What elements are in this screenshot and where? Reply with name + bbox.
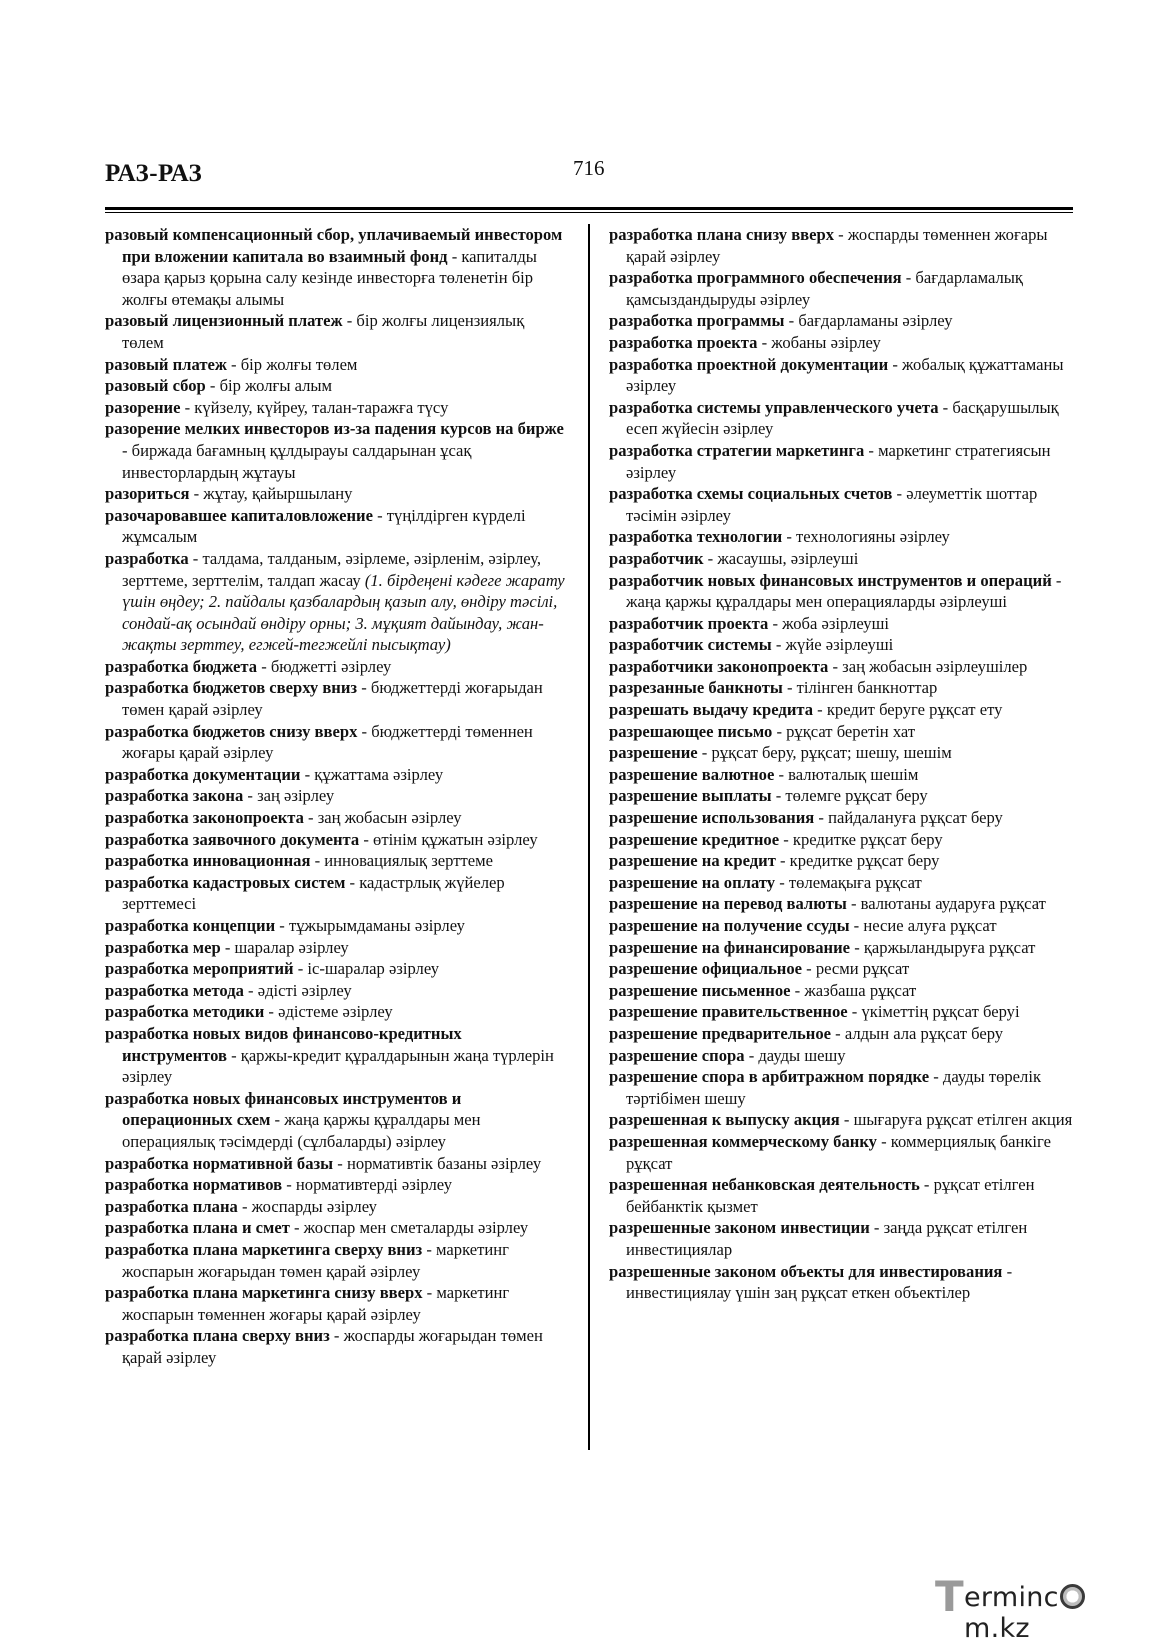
entry-definition: - технологияны әзірлеу (782, 527, 950, 547)
dictionary-entry (609, 656, 1073, 678)
entry-definition: - бюджетті әзірлеу (257, 656, 392, 676)
logo-text-right: m.kz (964, 1613, 1030, 1644)
right-column (609, 224, 1073, 1304)
entry-definition: - жоспарды әзірлеу (237, 1196, 377, 1216)
entry-term: разработка проекта (609, 332, 758, 352)
dictionary-entry (105, 1001, 568, 1023)
entry-definition: - тұжырымдаманы әзірлеу (275, 916, 465, 935)
entry-definition: - заң жобасын әзірлеушілер (828, 656, 1028, 676)
entry-term: разработка плана и смет (105, 1218, 290, 1238)
dictionary-entry (609, 721, 1073, 743)
dictionary-entry (609, 548, 1073, 570)
entry-term: разовый платеж (105, 354, 227, 374)
dictionary-entry (105, 656, 568, 678)
dictionary-entry (609, 872, 1073, 894)
entry-term: разработка бюджетов снизу вверх (105, 721, 358, 741)
dictionary-entry (609, 1174, 1073, 1217)
entry-term: разрешение кредитное (609, 829, 780, 849)
page-header (105, 156, 1073, 200)
entry-definition: - жаңа қаржы құралдары мен операцияларды әзірлеуші (626, 570, 1062, 612)
dictionary-entry (609, 634, 1073, 656)
entry-term: разработка бюджетов сверху вниз (105, 678, 358, 698)
running-head: РАЗ-РАЗ (105, 160, 203, 187)
entry-definition: - ресми рұқсат (802, 959, 910, 979)
entry-definition: - капиталды өзара қарыз қорына салу кезінде инвесторға төленетін бір жолғы өтемақы алымы (122, 246, 537, 309)
dictionary-entry (609, 742, 1073, 764)
entry-definition: - төлемге рұқсат беру (771, 786, 928, 806)
entry-term: разрешение на финансирование (609, 937, 851, 957)
entry-definition: - шаралар әзірлеу (220, 937, 349, 957)
dictionary-entry (105, 1174, 568, 1196)
dictionary-entry (105, 677, 568, 720)
entry-term: разработка схемы социальных счетов (609, 484, 893, 504)
entry-definition: - бағдарламаны әзірлеу (784, 311, 953, 331)
dictionary-entry (609, 613, 1073, 635)
termincom-logo (935, 1572, 1145, 1644)
dictionary-entry (609, 699, 1073, 721)
entry-definition: - рұқсат беретін хат (772, 721, 916, 741)
entry-term: разработка проектной документации (609, 354, 889, 374)
entry-definition: - басқарушылық есеп жүйесін әзірлеу (626, 397, 1059, 439)
entry-definition: - кредит беруге рұқсат ету (813, 700, 1003, 720)
entry-term: разработчик проекта (609, 613, 769, 633)
left-column (105, 224, 568, 1368)
entry-definition: - күйзелу, күйреу, талан-таражға түсу (180, 397, 449, 417)
dictionary-entry (609, 1045, 1073, 1067)
entry-definition: - өтінім құжатын әзірлеу (359, 829, 538, 849)
dictionary-entry (105, 224, 568, 310)
entry-term: разрешение предварительное (609, 1023, 831, 1043)
entry-term: разовый лицензионный платеж (105, 311, 343, 331)
dictionary-entry (609, 958, 1073, 980)
entry-term: разработка бюджета (105, 656, 258, 676)
logo-text-left: erminc (964, 1582, 1059, 1613)
dictionary-entry (609, 224, 1073, 267)
dictionary-entry (105, 1196, 568, 1218)
entry-definition: - заңда рұқсат етілген инвестициялар (626, 1218, 1028, 1259)
dictionary-entry (609, 526, 1073, 548)
dictionary-entry (609, 310, 1073, 332)
entry-term: разовый компенсационный сбор, уплачиваемый инвестором при вложении капитала во взаимный фонд (105, 225, 563, 266)
entry-term: разрешение спора в арбитражном порядке (609, 1067, 930, 1087)
entry-definition: - бюджеттерді төменнен жоғары қарай әзірлеу (122, 721, 533, 763)
entry-term: разработка методики (105, 1002, 265, 1022)
entry-definition: - қаржы-кредит құралдарынын жаңа түрлерін әзірлеу (122, 1045, 554, 1087)
entry-term: разработка технологии (609, 527, 783, 547)
entry-definition: - кадастрлық жүйелер зерттемесі (122, 872, 505, 914)
dictionary-entry (609, 1217, 1073, 1260)
entry-term: разрешенная к выпуску акция (609, 1110, 840, 1130)
entry-definition: - жоба әзірлеуші (768, 613, 889, 633)
entry-definition: - әлеуметтік шоттар тәсімін әзірлеу (626, 484, 1038, 525)
entry-term: разрешение правительственное (609, 1002, 848, 1022)
entry-term: разрешенная небанковская деятельность (609, 1175, 920, 1195)
entry-definition: - жазбаша рұқсат (790, 980, 917, 1000)
dictionary-entry (609, 354, 1073, 397)
entry-term: разработка программного обеспечения (609, 268, 902, 288)
entry-term: разработка плана (105, 1196, 238, 1216)
dictionary-entry (609, 397, 1073, 440)
entry-term: разработка новых видов финансово-кредитных инструментов (105, 1023, 462, 1065)
entry-term: разработка кадастровых систем (105, 872, 346, 892)
entry-term: разработка мероприятий (105, 959, 294, 979)
entry-term: разработка инновационная (105, 851, 311, 871)
entry-definition: - жоспарды төменнен жоғары қарай әзірлеу (626, 225, 1048, 266)
entry-term: разработка концепции (105, 916, 276, 935)
entry-term: разрешенные законом объекты для инвестирования (609, 1261, 1003, 1281)
entry-term: разрешенная коммерческому банку (609, 1131, 877, 1151)
dictionary-entry (105, 721, 568, 764)
dictionary-entry (105, 1325, 568, 1368)
entry-definition: - жасаушы, әзірлеуші (703, 548, 859, 568)
entry-term: разрешение на оплату (609, 872, 776, 892)
dictionary-entry (609, 1023, 1073, 1045)
entry-term: разработка программы (609, 311, 785, 331)
dictionary-entry (105, 1023, 568, 1088)
entry-term: разрешающее письмо (609, 721, 773, 741)
entry-term: разочаровавшее капиталовложение (105, 505, 373, 525)
entry-term: разработка документации (105, 764, 301, 784)
dictionary-entry (105, 310, 568, 353)
entry-term: разориться (105, 484, 190, 504)
entry-definition: - рұқсат беру, рұқсат; шешу, шешім (697, 743, 952, 763)
entry-term: разработка плана маркетинга снизу вверх (105, 1283, 423, 1303)
entry-definition: - кредитке рұқсат беру (775, 851, 940, 871)
logo-globe-icon (1060, 1584, 1085, 1609)
entry-definition: - нормативтік базаны әзірлеу (333, 1153, 542, 1173)
entry-definition: - қаржыландыруға рұқсат (850, 937, 1036, 957)
entry-definition: - жұтау, қайыршылану (189, 484, 353, 504)
dictionary-entry (105, 505, 568, 548)
entry-definition: - заң әзірлеу (243, 786, 335, 806)
entry-term: разорение мелких инвесторов из-за падения курсов на бирже (105, 419, 564, 439)
entry-definition: - жоспарды жоғарыдан төмен қарай әзірлеу (122, 1326, 543, 1367)
entry-term: разработка (105, 548, 189, 568)
dictionary-entry (609, 1001, 1073, 1023)
dictionary-entry (105, 764, 568, 786)
entry-definition: - дауды шешу (744, 1045, 846, 1065)
entry-definition: - бюджеттерді жоғарыдан төмен қарай әзірлеу (122, 678, 543, 720)
header-rule-thin (105, 212, 1073, 213)
dictionary-entry (609, 1109, 1073, 1131)
dictionary-entry (105, 418, 568, 483)
entry-definition: - бір жолғы төлем (226, 354, 358, 374)
dictionary-entry (609, 829, 1073, 851)
dictionary-entry (105, 1217, 568, 1239)
dictionary-entry (609, 764, 1073, 786)
entry-definition: - коммерциялық банкіге рұқсат (626, 1131, 1052, 1173)
entry-term: разработка плана маркетинга сверху вниз (105, 1239, 423, 1259)
page-number: 716 (573, 156, 605, 180)
entry-term: разрешение на получение ссуды (609, 916, 850, 935)
entry-definition: - бір жолғы лицензиялық төлем (122, 311, 525, 352)
entry-definition: - шығаруға рұқсат етілген акция (839, 1110, 1073, 1130)
dictionary-entry (105, 829, 568, 851)
entry-term: разрезанные банкноты (609, 678, 783, 698)
dictionary-entry (609, 267, 1073, 310)
dictionary-entry (609, 332, 1073, 354)
entry-term: разработчики законопроекта (609, 656, 829, 676)
dictionary-entry (105, 958, 568, 980)
entry-definition: - валюталық шешім (774, 764, 919, 784)
entry-term: разрешение письменное (609, 980, 791, 1000)
entry-definition: - дауды төрелік тәртібімен шешу (626, 1067, 1042, 1108)
entry-definition: - валютаны аударуға рұқсат (846, 894, 1046, 914)
entry-definition: - маркетинг жоспарын жоғарыдан төмен қарай әзірлеу (122, 1239, 509, 1281)
dictionary-entry (105, 397, 568, 419)
entry-definition: - іс-шаралар әзірлеу (293, 959, 440, 979)
entry-definition: - маркетинг жоспарын төменнен жоғары қарай әзірлеу (122, 1283, 510, 1324)
entry-term: разработка заявочного документа (105, 829, 360, 849)
entry-term: разрешать выдачу кредита (609, 700, 814, 720)
entry-definition: - жүйе әзірлеуші (771, 635, 894, 655)
logo-text (964, 1582, 1145, 1644)
dictionary-entry (609, 483, 1073, 526)
entry-term: разработка законопроекта (105, 808, 304, 828)
entry-term: разрешение использования (609, 808, 815, 828)
entry-definition: - жаңа қаржы құралдары мен операциялық тәсімдерді (сұлбаларды) әзірлеу (122, 1110, 481, 1151)
entry-definition: - жобалық құжаттаманы әзірлеу (626, 354, 1064, 396)
entry-term: разработка метода (105, 980, 244, 1000)
entry-definition: - биржада бағамның құлдырауы салдарынан ұсақ инвесторлардың жұтауы (122, 440, 472, 482)
dictionary-entry (105, 1282, 568, 1325)
dictionary-entry (609, 807, 1073, 829)
entry-definition: - төлемақыға рұқсат (775, 872, 922, 892)
entry-term: разорение (105, 397, 181, 417)
entry-term: разработка нормативов (105, 1175, 283, 1195)
dictionary-entry (609, 850, 1073, 872)
entry-definition: - нормативтерді әзірлеу (282, 1175, 453, 1195)
entry-term: разработка новых финансовых инструментов и операционных схем (105, 1088, 462, 1130)
dictionary-entry (609, 937, 1073, 959)
entry-term: разрешение на перевод валюты (609, 894, 847, 914)
entry-term: разрешение на кредит (609, 851, 776, 871)
dictionary-entry (105, 354, 568, 376)
entry-term: разработка закона (105, 786, 244, 806)
dictionary-entry (105, 1239, 568, 1282)
entry-definition: - талдама, талданым, әзірлеме, әзірленім, әзірлеу, зерттеме, зерттелім, талдап жасау (122, 548, 542, 590)
dictionary-entry (105, 375, 568, 397)
entry-definition: - түңілдірген күрделі жұмсалым (122, 505, 526, 547)
dictionary-entry (105, 850, 568, 872)
dictionary-entry (609, 440, 1073, 483)
logo-mark: T (935, 1572, 964, 1621)
dictionary-entry (105, 548, 568, 656)
entry-definition: - несие алуға рұқсат (849, 916, 997, 935)
entry-definition: - бағдарламалық қамсыздандыруды әзірлеу (626, 268, 1023, 309)
entry-term: разовый сбор (105, 376, 206, 396)
dictionary-entry (105, 483, 568, 505)
entry-definition: - үкіметтің рұқсат беруі (847, 1002, 1020, 1022)
entry-definition: - тілінген банкноттар (782, 678, 938, 698)
entry-term: разработка стратегии маркетинга (609, 440, 865, 460)
dictionary-entry (609, 785, 1073, 807)
entry-definition: - кредитке рұқсат беру (779, 829, 943, 849)
dictionary-entry (105, 915, 568, 937)
entry-term: разработчик системы (609, 635, 772, 655)
entry-definition: - бір жолғы алым (205, 376, 333, 396)
entry-term: разрешенные законом инвестиции (609, 1218, 870, 1238)
dictionary-entry (105, 1153, 568, 1175)
header-rule-thick (105, 207, 1073, 210)
entry-definition: - пайдалануға рұқсат беру (814, 808, 1003, 828)
column-divider (588, 224, 590, 1450)
entry-definition: - жобаны әзірлеу (757, 332, 881, 352)
dictionary-entry (105, 980, 568, 1002)
entry-term: разработка плана снизу вверх (609, 225, 835, 244)
entry-term: разработка системы управленческого учета (609, 397, 939, 417)
entry-note: (1. бірдеңені кәдеге жарату үшін өңдеу; 2. пайдалы қазбалардың қазып алу, өндіру тәсілі, сондай-ақ осындай өндіру орны; 3. мұқият дайындау, жан-жақты зерттеу, егжей-тегжейлі пысықтау) (122, 570, 565, 655)
entry-term: разрешение валютное (609, 764, 775, 784)
entry-definition: - алдын ала рұқсат беру (831, 1023, 1004, 1043)
entry-term: разрешение выплаты (609, 786, 772, 806)
entry-definition: - әдістеме әзірлеу (264, 1002, 393, 1022)
dictionary-entry (609, 677, 1073, 699)
dictionary-entry (609, 893, 1073, 915)
dictionary-entry (609, 1261, 1073, 1304)
dictionary-entry (609, 980, 1073, 1002)
entry-term: разработчик (609, 548, 704, 568)
dictionary-entry (609, 570, 1073, 613)
entry-term: разрешение официальное (609, 959, 803, 979)
entry-definition: - әдісті әзірлеу (243, 980, 352, 1000)
dictionary-entry (609, 915, 1073, 937)
entry-definition: - рұқсат етілген бейбанктік қызмет (626, 1175, 1035, 1216)
entry-definition: - жоспар мен сметаларды әзірлеу (289, 1218, 529, 1238)
dictionary-entry (609, 1131, 1073, 1174)
entry-term: разрешение спора (609, 1045, 745, 1065)
entry-definition: - заң жобасын әзірлеу (303, 808, 462, 828)
entry-term: разработка нормативной базы (105, 1153, 334, 1173)
dictionary-entry (105, 807, 568, 829)
dictionary-entry (105, 1088, 568, 1153)
entry-definition: - инвестициялау үшін заң рұқсат еткен объектілер (626, 1261, 1013, 1303)
entry-term: разработка мер (105, 937, 221, 957)
entry-term: разработка плана сверху вниз (105, 1326, 330, 1346)
entry-term: разработчик новых финансовых инструментов и операций (609, 570, 1052, 590)
entry-definition: - инновациялық зерттеме (310, 851, 493, 871)
entry-definition: - маркетинг стратегиясын әзірлеу (626, 440, 1051, 482)
dictionary-entry (105, 872, 568, 915)
dictionary-entry (105, 785, 568, 807)
entry-definition: - құжаттама әзірлеу (300, 764, 444, 784)
entry-term: разрешение (609, 743, 698, 763)
dictionary-entry (609, 1066, 1073, 1109)
dictionary-entry (105, 937, 568, 959)
